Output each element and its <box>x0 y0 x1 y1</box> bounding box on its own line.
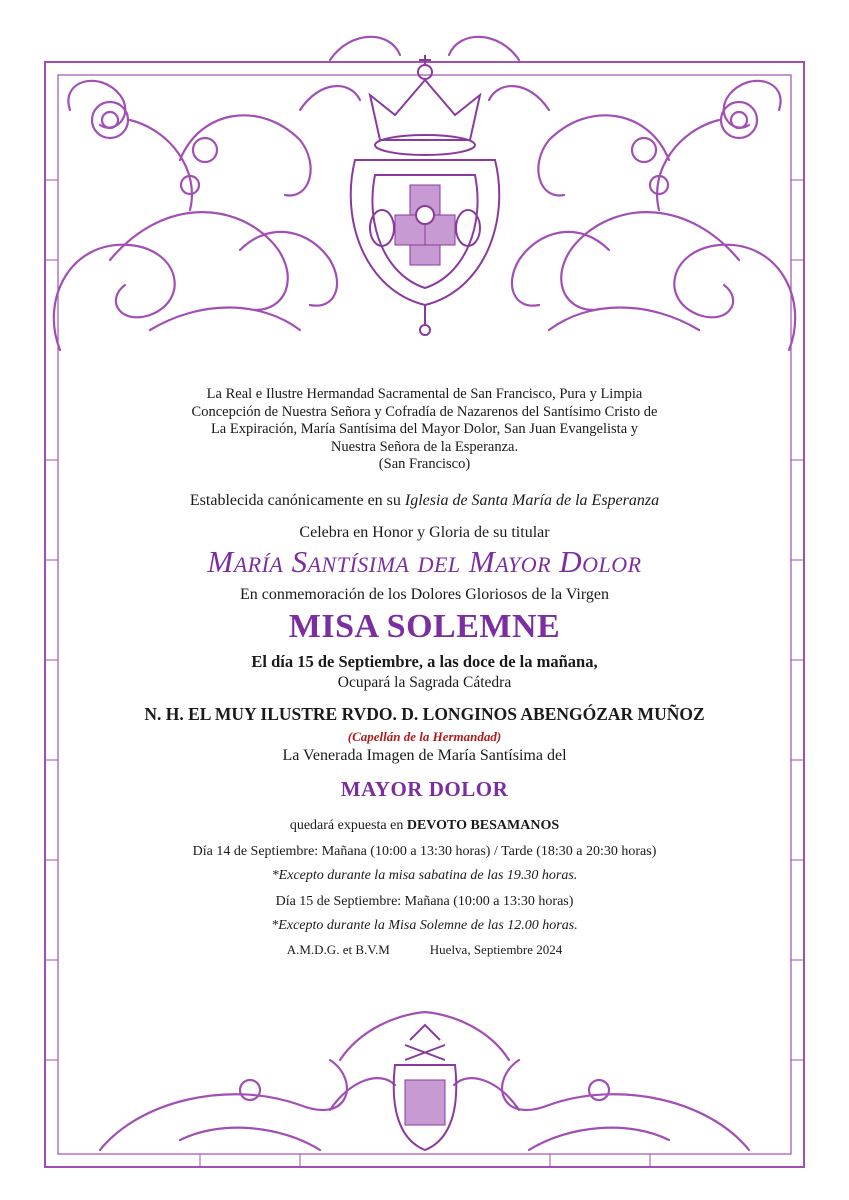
schedule-day-15: Día 15 de Septiembre: Mañana (10:00 a 13:30 horas) <box>275 893 574 909</box>
intro-line: (San Francisco) <box>378 456 471 472</box>
place-date-text: Huelva, Septiembre 2024 <box>429 941 563 957</box>
established-prefix: Establecida canónicamente en su <box>189 491 405 509</box>
coat-of-arms-icon <box>351 160 500 335</box>
venerada-line: La Venerada Imagen de María Santísima del <box>282 746 567 764</box>
footer-line <box>110 942 739 958</box>
intro-line: La Expiración, María Santísima del Mayor Dolor, San Juan Evangelista y <box>210 421 639 437</box>
intro-line: Nuestra Señora de la Esperanza. <box>330 438 519 455</box>
mayor-dolor-heading: MAYOR DOLOR <box>340 776 509 801</box>
schedule-note-2: *Excepto durante la Misa Solemne de las 12.00 horas. <box>271 917 578 933</box>
schedule-day-14: Día 14 de Septiembre: Mañana (10:00 a 13:30 horas) / Tarde (18:30 a 20:30 horas) <box>192 843 657 859</box>
titular-heading: María Santísima del Mayor Dolor <box>207 543 642 579</box>
misa-solemne-heading: MISA SOLEMNE <box>288 607 561 645</box>
intro-line: Concepción de Nuestra Señora y Cofradía de Nazarenos del Santísimo Cristo de <box>191 403 658 420</box>
besamanos-strong: DEVOTO BESAMANOS <box>406 817 560 833</box>
coat-of-arms-icon <box>394 1025 457 1150</box>
mass-date-line: El día 15 de Septiembre, a las doce de la mañana, <box>251 651 598 671</box>
schedule-note-1: *Excepto durante la misa sabatina de las 19.30 horas. <box>271 867 578 883</box>
established-line <box>110 492 739 510</box>
chaplain-note: (Capellán de la Hermandad) <box>347 728 502 744</box>
preacher-name: N. H. EL MUY ILUSTRE RVDO. D. LONGINOS ABENGÓZAR MUÑOZ <box>144 703 705 724</box>
catedra-line: Ocupará la Sagrada Cátedra <box>337 673 512 691</box>
crown-icon <box>370 55 480 155</box>
besamanos-line <box>110 818 739 834</box>
celebra-line: Celebra en Honor y Gloria de su titular <box>299 523 550 541</box>
conmemoracion-line: En conmemoración de los Dolores Gloriosos de la Virgen <box>239 585 610 603</box>
amdg-text: A.M.D.G. et B.V.M <box>286 941 390 957</box>
besamanos-prefix: quedará expuesta en <box>289 817 407 833</box>
poster-content <box>110 386 739 958</box>
church-name: Iglesia de Santa María de la Esperanza <box>404 491 660 509</box>
brotherhood-name <box>145 386 705 474</box>
intro-line: La Real e Ilustre Hermandad Sacramental de San Francisco, Pura y Limpia <box>206 386 643 402</box>
